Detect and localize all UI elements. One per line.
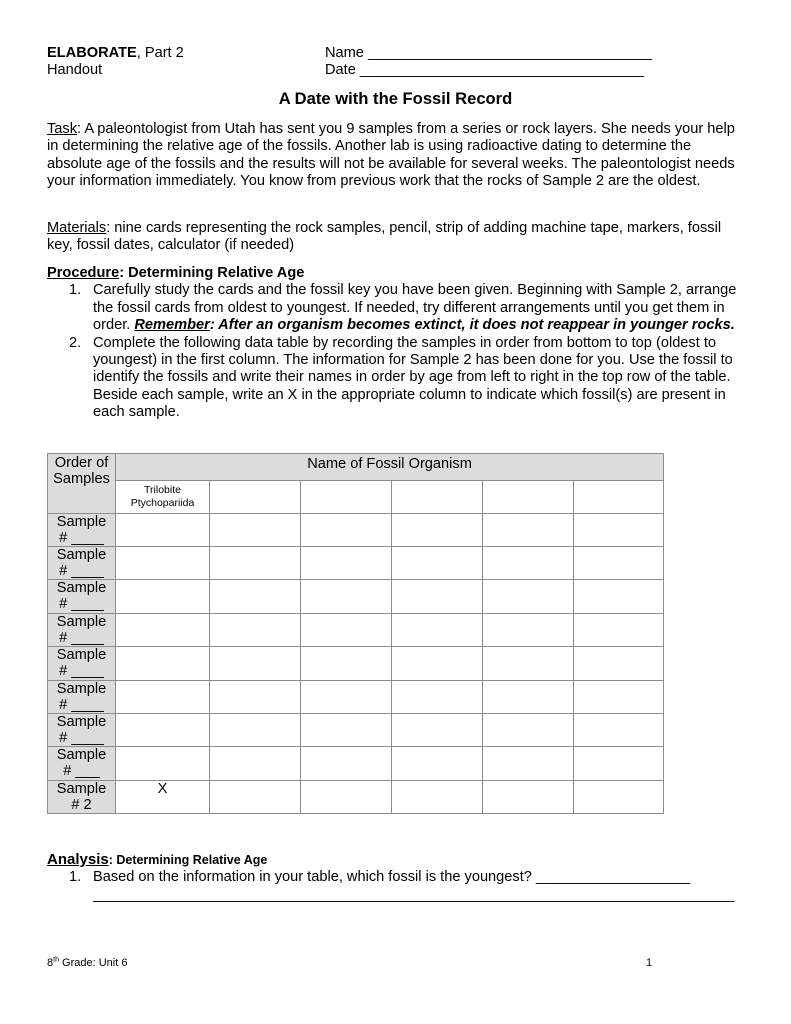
fossil-presence-cell[interactable] — [210, 781, 301, 814]
sample-label-cell[interactable] — [48, 714, 116, 747]
analysis-heading — [47, 851, 747, 869]
fossil-presence-cell[interactable] — [574, 747, 664, 781]
fossil-presence-cell[interactable] — [574, 547, 664, 580]
question-text: Based on the information in your table, which fossil is the youngest? ___________________ — [93, 869, 691, 886]
table-row — [48, 547, 664, 580]
fossil-presence-cell[interactable] — [301, 547, 392, 580]
sample-number[interactable]: # ____ — [59, 630, 104, 646]
fossil-presence-cell[interactable] — [301, 514, 392, 547]
order-of-samples-header: Order of Samples — [48, 454, 116, 514]
section-label — [47, 45, 184, 62]
fossil-presence-cell[interactable] — [116, 681, 210, 714]
header-left — [47, 45, 184, 80]
fossil-presence-cell[interactable] — [574, 614, 664, 647]
fossil-presence-cell[interactable] — [483, 781, 574, 814]
fossil-presence-cell[interactable] — [210, 681, 301, 714]
sample-word: Sample — [56, 514, 107, 530]
sample-label-cell[interactable] — [48, 580, 116, 614]
sample-label-cell[interactable] — [48, 614, 116, 647]
fossil-presence-cell[interactable] — [574, 647, 664, 681]
sample-number[interactable]: # ____ — [59, 730, 104, 746]
fossil-presence-cell[interactable] — [210, 714, 301, 747]
procedure-step-2 — [47, 335, 747, 422]
fossil-presence-cell[interactable] — [210, 514, 301, 547]
sample-word: Sample — [56, 681, 107, 697]
fossil-column-header[interactable] — [483, 481, 574, 514]
materials-label: Materials — [47, 220, 107, 236]
sample-number[interactable]: # 2 — [71, 797, 92, 813]
sample-number[interactable]: # ___ — [63, 763, 100, 779]
remember-text: : After an organism becomes extinct, it does not reappear in younger rocks. — [209, 317, 735, 334]
fossil-presence-cell[interactable]: X — [116, 781, 210, 814]
fossil-column-header[interactable] — [574, 481, 664, 514]
fossil-presence-cell[interactable] — [301, 714, 392, 747]
sample-word: Sample — [56, 747, 107, 763]
task-text: : A paleontologist from Utah has sent you 9 samples from a series or rock layers. She needs your help in determining the relative age of the fossils. Another lab is using radioactive dating to determine the absolute age of the fossils and the results will not be available for several weeks. The paleontologist needs your information immediately. You know from previous work that the rocks of Sample 2 are the oldest. — [47, 121, 735, 190]
table-row — [48, 614, 664, 647]
grade-suffix: th — [53, 956, 59, 964]
fossil-presence-cell[interactable] — [483, 747, 574, 781]
name-label: Name — [325, 45, 364, 61]
fossil-presence-cell[interactable] — [392, 614, 483, 647]
fossil-presence-cell[interactable] — [116, 580, 210, 614]
table-row — [48, 781, 664, 814]
sample-label-cell[interactable] — [48, 514, 116, 547]
sample-word: Sample — [56, 714, 107, 730]
fossil-presence-cell[interactable] — [210, 614, 301, 647]
section-rest: , Part 2 — [136, 45, 184, 61]
sample-number[interactable]: # ____ — [59, 697, 104, 713]
fossil-presence-cell[interactable] — [483, 547, 574, 580]
materials-paragraph — [47, 220, 747, 255]
sample-number[interactable]: # ____ — [59, 530, 104, 546]
analysis-answer-line[interactable] — [47, 887, 747, 904]
fossil-presence-cell[interactable] — [392, 647, 483, 681]
page-title: A Date with the Fossil Record — [278, 89, 513, 108]
name-blank[interactable]: ___________________________________ — [368, 45, 653, 61]
task-label: Task — [47, 121, 78, 137]
fossil-presence-cell[interactable] — [116, 547, 210, 580]
question-number: 1. — [69, 869, 82, 886]
fossil-presence-cell[interactable] — [392, 714, 483, 747]
sample-word: Sample — [56, 614, 107, 630]
fossil-presence-cell[interactable] — [392, 547, 483, 580]
page-number: 1 — [646, 957, 653, 969]
date-label: Date — [325, 62, 356, 79]
fossil-presence-cell[interactable] — [392, 580, 483, 614]
sample-label-cell[interactable] — [48, 681, 116, 714]
sample-number[interactable]: # ____ — [59, 596, 104, 612]
step-text: Carefully study the cards and the fossil key you have been given. Beginning with Sample 2, arrange the fossil cards from oldest to youngest. If needed, try different arrangements until you get them in order. — [93, 282, 737, 334]
fossil-column-header[interactable] — [392, 481, 483, 514]
step-text: Complete the following data table by recording the samples in order from bottom to top (oldest to youngest) in the first column. The information for Sample 2 has been done for you. Use the fossil to identify the fossils and write their names in order by age from left to right in the top row of the table. Beside each sample, write an X in the appropriate column to indicate which fossil(s) are present in each sample. — [93, 334, 733, 421]
fossil-presence-cell[interactable] — [483, 580, 574, 614]
fossil-presence-cell[interactable] — [392, 681, 483, 714]
table-row — [48, 580, 664, 614]
procedure-label: Procedure — [47, 265, 120, 281]
fossil-presence-cell[interactable] — [574, 681, 664, 714]
fossil-presence-cell[interactable] — [210, 647, 301, 681]
table-row — [48, 514, 664, 547]
fossil-presence-cell[interactable] — [301, 781, 392, 814]
analysis-label: Analysis — [47, 851, 109, 868]
fossil-presence-cell[interactable] — [483, 614, 574, 647]
fossil-organism-heading: Name of Fossil Organism — [116, 454, 664, 481]
fossil-presence-cell[interactable] — [483, 681, 574, 714]
handout-label: Handout — [47, 62, 103, 79]
date-line[interactable] — [325, 62, 652, 79]
fossil-presence-cell[interactable] — [116, 647, 210, 681]
fossil-data-table — [47, 453, 664, 814]
analysis-section — [47, 851, 747, 904]
answer-line[interactable]: _______________________________________________________________________________ — [93, 886, 735, 903]
fossil-column-header[interactable] — [210, 481, 301, 514]
fossil-presence-cell[interactable] — [301, 580, 392, 614]
grade-number: 8 — [47, 957, 54, 969]
fossil-presence-cell[interactable] — [483, 714, 574, 747]
fossil-presence-cell[interactable] — [301, 614, 392, 647]
sample-word: Sample — [56, 580, 107, 596]
sample-number[interactable]: # ____ — [59, 563, 104, 579]
sample-rows — [48, 514, 664, 814]
procedure-heading — [47, 265, 747, 282]
fossil-presence-cell[interactable] — [116, 514, 210, 547]
fossil-presence-cell[interactable] — [116, 614, 210, 647]
fossil-presence-cell[interactable] — [392, 781, 483, 814]
fossil-presence-cell[interactable] — [301, 681, 392, 714]
sample-word: Sample — [56, 647, 107, 663]
fossil-presence-cell[interactable] — [574, 781, 664, 814]
analysis-question-1 — [47, 869, 747, 886]
fossil-presence-cell[interactable] — [392, 514, 483, 547]
fossil-presence-cell[interactable] — [210, 747, 301, 781]
task-paragraph — [47, 121, 747, 191]
table-row — [48, 681, 664, 714]
name-line[interactable] — [325, 45, 652, 62]
step-number: 1. — [69, 282, 82, 299]
fossil-presence-cell[interactable] — [301, 647, 392, 681]
fossil-presence-cell[interactable] — [574, 580, 664, 614]
sample-word: Sample — [56, 547, 107, 563]
sample-label-cell[interactable] — [48, 647, 116, 681]
table-row — [48, 747, 664, 781]
fossil-column-header[interactable] — [301, 481, 392, 514]
sample-label-cell[interactable] — [48, 781, 116, 814]
sample-word: Sample — [56, 781, 107, 797]
grade-unit: Grade: Unit 6 — [58, 957, 128, 969]
fossil-presence-cell[interactable] — [210, 580, 301, 614]
fossil-presence-cell[interactable] — [210, 547, 301, 580]
sample-label-cell[interactable] — [48, 747, 116, 781]
fossil-presence-cell[interactable] — [392, 747, 483, 781]
fossil-presence-cell[interactable] — [116, 747, 210, 781]
section-bold: ELABORATE — [47, 45, 137, 61]
procedure-step-1 — [47, 282, 747, 334]
fossil-presence-cell[interactable] — [574, 714, 664, 747]
fossil-presence-cell[interactable] — [483, 514, 574, 547]
procedure-section — [47, 265, 747, 422]
fossil-presence-cell[interactable] — [116, 714, 210, 747]
header-right — [325, 45, 652, 80]
sample-number[interactable]: # ____ — [59, 663, 104, 679]
fossil-presence-cell[interactable] — [574, 514, 664, 547]
table-row — [48, 714, 664, 747]
date-blank[interactable]: ___________________________________ — [359, 62, 644, 79]
fossil-presence-cell[interactable] — [483, 647, 574, 681]
remember-label: Remember — [134, 317, 210, 334]
table-row — [48, 647, 664, 681]
fossil-column-header: Trilobite Ptychopariida — [116, 481, 210, 514]
sample-label-cell[interactable] — [48, 547, 116, 580]
procedure-heading-rest: : Determining Relative Age — [119, 265, 305, 281]
footer-grade — [47, 955, 127, 972]
step-number: 2. — [69, 334, 82, 351]
fossil-presence-cell[interactable] — [301, 747, 392, 781]
materials-text: : nine cards representing the rock samples, pencil, strip of adding machine tape, markers, fossil key, fossil dates, calculator (if needed) — [47, 220, 722, 254]
analysis-heading-rest: : Determining Relative Age — [108, 853, 268, 867]
